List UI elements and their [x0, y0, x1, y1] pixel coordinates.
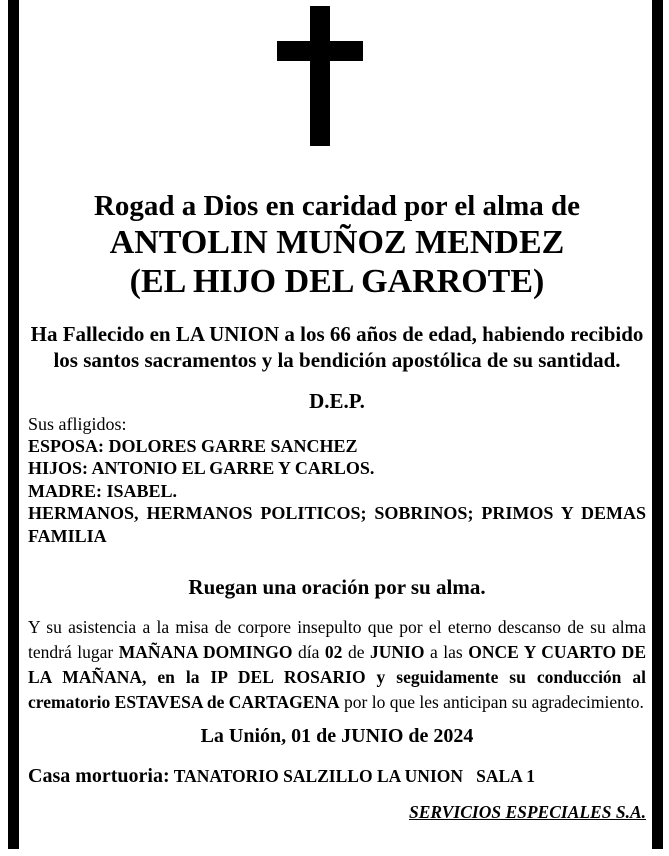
latin-cross-icon [277, 6, 363, 146]
paragraph-segment: 02 [324, 642, 343, 663]
mourners-intro: Sus afligidos: [28, 414, 127, 434]
mourner-line: HERMANOS, HERMANOS POLITICOS; SOBRINOS; PRIMOS Y DEMAS FAMILIA [28, 503, 646, 546]
paragraph-segment: de [342, 642, 371, 663]
obituary-notice [28, 0, 646, 822]
funeral-firm-name: SERVICIOS ESPECIALES S.A. [408, 802, 646, 823]
invocation-line: Rogad a Dios en caridad por el alma de [93, 190, 581, 222]
paragraph-segment: ONCE Y CUARTO DE LA MAÑANA, en la IP DEL ROSARIO y seguidamente su conducción al crematorio ESTAVESA de CARTAGENA [28, 642, 646, 713]
mortuary-label: Casa mortuoria: [28, 765, 170, 788]
mortuary-value: TANATORIO SALZILLO LA UNION SALA 1 [169, 766, 535, 787]
paragraph-segment: Y su asistencia a la misa de corpore insepulto que por el eterno descanso de su alma tendrá lugar [28, 617, 646, 663]
mourner-line: HIJOS: ANTONIO EL GARRE Y CARLOS. [28, 458, 375, 479]
paragraph-segment: por lo que les anticipan su agradecimiento. [339, 692, 644, 713]
mourners-list [28, 435, 646, 547]
deceased-name: ANTOLIN MUÑOZ MENDEZ [109, 224, 565, 261]
service-details-paragraph [28, 615, 646, 715]
dep-abbreviation: D.E.P. [309, 389, 365, 413]
deceased-nickname: (EL HIJO DEL GARROTE) [129, 263, 545, 300]
death-statement-line: los santos sacramentos y la bendición apostólica de su santidad. [53, 348, 621, 372]
paragraph-segment: MAÑANA DOMINGO [118, 642, 293, 663]
death-statement [28, 321, 646, 373]
prayer-request-line: Ruegan una oración por su alma. [188, 575, 486, 600]
mortuary-line [28, 764, 646, 788]
paragraph-segment: a las [424, 642, 469, 663]
right-border-bar [652, 0, 663, 849]
mourner-line: MADRE: ISABEL. [28, 480, 178, 501]
left-border-bar [8, 0, 19, 849]
paragraph-segment: JUNIO [370, 642, 425, 663]
death-statement-line: Ha Fallecido en LA UNION a los 66 años de edad, habiendo recibido [30, 322, 644, 346]
paragraph-segment: día [292, 642, 325, 663]
cross-vertical-beam [310, 6, 330, 146]
date-line: La Unión, 01 de JUNIO de 2024 [200, 725, 474, 748]
mourner-line: ESPOSA: DOLORES GARRE SANCHEZ [28, 436, 358, 456]
cross-horizontal-beam [277, 41, 363, 61]
